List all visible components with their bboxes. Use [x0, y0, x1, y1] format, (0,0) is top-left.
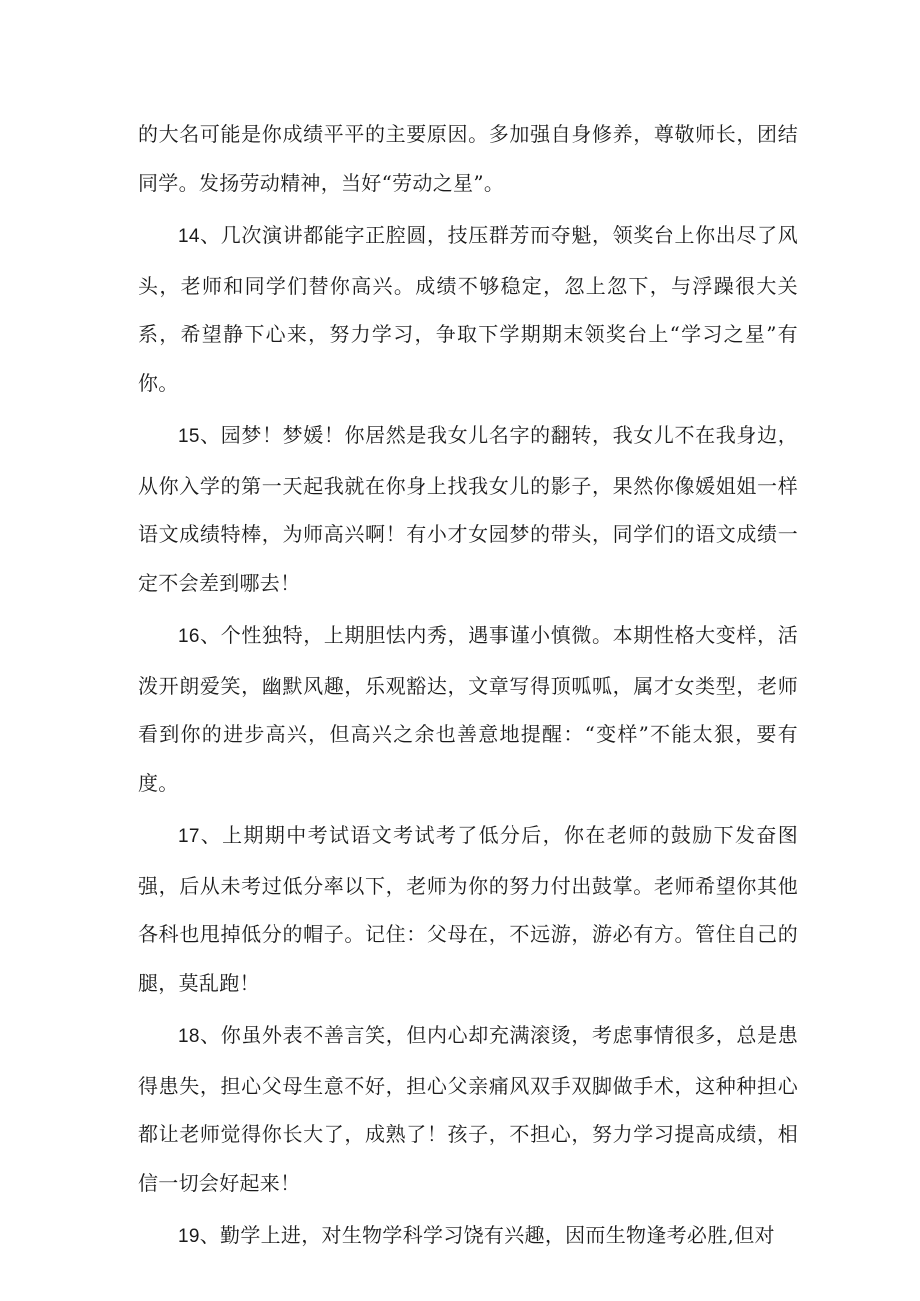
paragraph-text: 的大名可能是你成绩平平的主要原因。多加强自身修养，尊敬师长，团结同学。发扬劳动精神，当好“劳动之星”。	[138, 122, 798, 195]
paragraph-text: 、几次演讲都能字正腔圆，技压群芳而夺魁，领奖台上你出尽了风头，老师和同学们替你高兴。成绩不够稳定，忽上忽下，与浮躁很大关系，希望静下心来，努力学习，争取下学期期末领奖台上“学习之星”有你。	[138, 223, 798, 395]
paragraph-number: 16	[178, 626, 200, 647]
paragraph-15	[138, 411, 798, 607]
paragraph-text: 、你虽外表不善言笑，但内心却充满滚烫，考虑事情很多，总是患得患失，担心父母生意不好，担心父亲痛风双手双脚做手术，这种种担心都让老师觉得你长大了，成熟了！孩子，不担心，努力学习提高成绩，相信一切会好起来！	[138, 1023, 798, 1195]
paragraph-number: 18	[178, 1026, 200, 1047]
paragraph-number: 17	[178, 826, 200, 847]
paragraph-text: 、园梦！梦媛！你居然是我女儿名字的翻转，我女儿不在我身边，从你入学的第一天起我就在你身上找我女儿的影子，果然你像媛姐姐一样语文成绩特棒，为师高兴啊！有小才女园梦的带头，同学们的语文成绩一定不会差到哪去！	[138, 423, 798, 595]
paragraph-text: 、勤学上进，对生物学科学习饶有兴趣，因而生物逢考必胜,但对	[199, 1223, 775, 1247]
paragraph-number: 14	[178, 226, 200, 247]
paragraph-14	[138, 211, 798, 407]
paragraph-number: 15	[178, 426, 200, 447]
paragraph-16	[138, 611, 798, 807]
document-body	[138, 110, 798, 1266]
paragraph-continuation	[138, 110, 798, 207]
paragraph-19	[138, 1211, 798, 1262]
paragraph-text: 、上期期中考试语文考试考了低分后，你在老师的鼓励下发奋图强，后从未考过低分率以下，老师为你的努力付出鼓掌。老师希望你其他各科也甩掉低分的帽子。记住：父母在，不远游，游必有方。管住自己的腿，莫乱跑！	[138, 823, 798, 995]
paragraph-18	[138, 1011, 798, 1207]
paragraph-text: 、个性独特，上期胆怯内秀，遇事谨小慎微。本期性格大变样，活泼开朗爱笑，幽默风趣，乐观豁达，文章写得顶呱呱，属才女类型，老师看到你的进步高兴，但高兴之余也善意地提醒：“变样”不能太狠，要有度。	[138, 623, 798, 795]
paragraph-17	[138, 811, 798, 1007]
paragraph-number: 19	[178, 1226, 200, 1247]
